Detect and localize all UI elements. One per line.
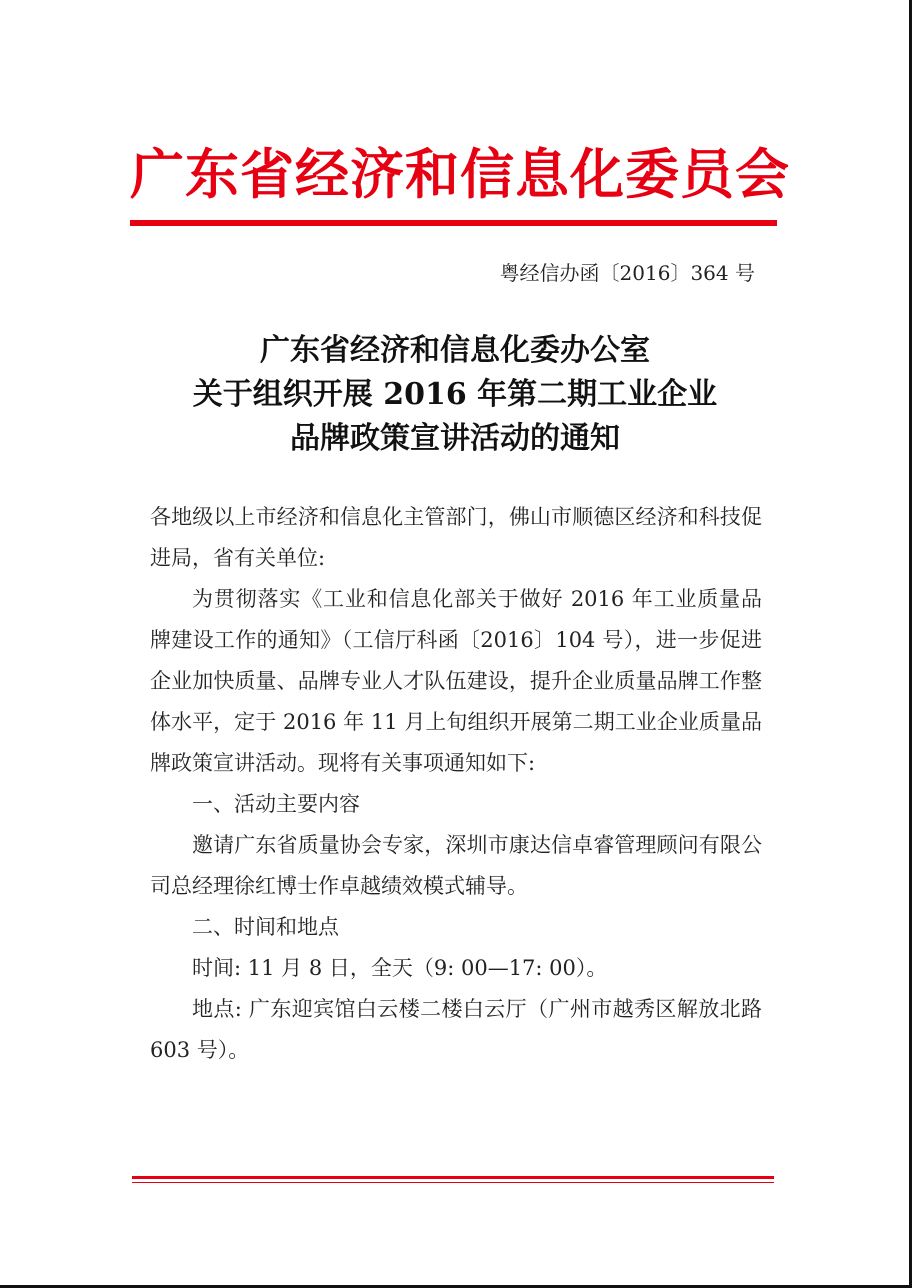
document-title: [130, 329, 780, 461]
letterhead-red-rule: [130, 220, 777, 226]
time-paragraph: 时间: 11 月 8 日，全天（9: 00—17: 00）。: [192, 956, 608, 980]
title-line-1: 广东省经济和信息化委办公室: [260, 333, 650, 368]
document-number: 粤经信办函〔2016〕364 号: [499, 261, 755, 285]
place-paragraph: 地点: 广东迎宾馆白云楼二楼白云厅（广州市越秀区解放北路 603 号）。: [150, 997, 762, 1062]
section-1-paragraph: 邀请广东省质量协会专家，深圳市康达信卓睿管理顾问有限公司总经理徐红博士作卓越绩效模式辅导。: [150, 833, 762, 898]
title-line-2: 关于组织开展 2016 年第二期工业企业: [192, 377, 718, 412]
document-body: [150, 497, 762, 1071]
footer-red-rule-thin: [132, 1182, 774, 1183]
title-line-3: 品牌政策宣讲活动的通知: [290, 421, 620, 456]
recipients-paragraph: 各地级以上市经济和信息化主管部门，佛山市顺德区经济和科技促进局，省有关单位:: [150, 505, 762, 570]
letterhead-org-name: 广东省经济和信息化委员会: [130, 142, 790, 206]
section-2-heading: 二、时间和地点: [192, 915, 339, 939]
section-1-heading: 一、活动主要内容: [192, 792, 360, 816]
footer-red-rule-thick: [132, 1176, 774, 1179]
intro-paragraph: 为贯彻落实《工业和信息化部关于做好 2016 年工业质量品牌建设工作的通知》（工信厅科函〔2016〕104 号），进一步促进企业加快质量、品牌专业人才队伍建设，提升企业质量品牌工作整体水平，定于 2016 年 11 月上旬组织开展第二期工业企业质量品牌政策宣讲活动。现将有关事项通知如下:: [150, 587, 762, 775]
